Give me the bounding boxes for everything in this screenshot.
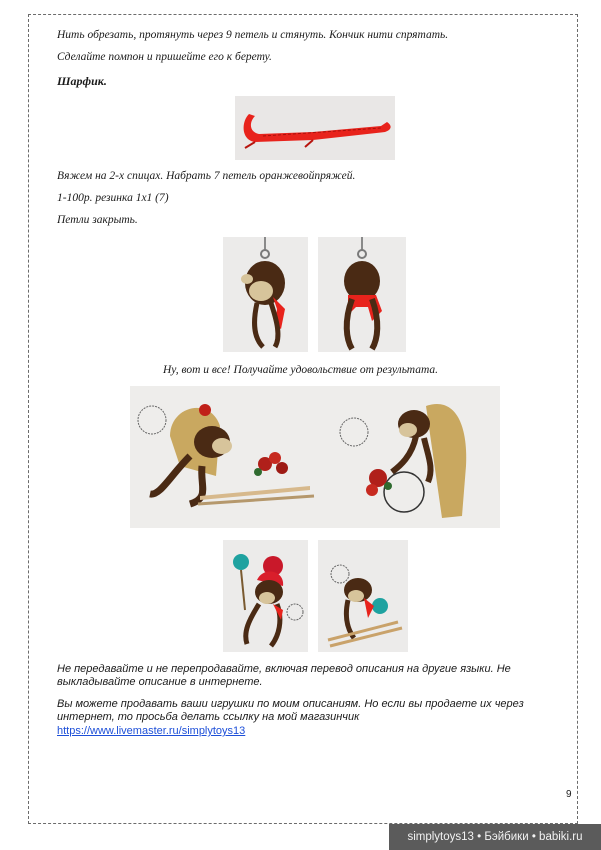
text-line-bind-off: Петли закрыть. [57, 214, 138, 226]
selling-notice [57, 698, 547, 724]
section-heading-scarf: Шарфик. [57, 74, 107, 88]
monkey-sled-photo [130, 386, 316, 528]
copyright-notice [57, 663, 547, 689]
scarf-photo [235, 96, 395, 160]
text-line-finish-hat: Нить обрезать, протянуть через 9 петель и стянуть. Кончик нити спрятать. [57, 29, 449, 41]
shop-link[interactable]: https://www.livemaster.ru/simplytoys13 [57, 725, 246, 737]
copyright-notice-line-1: Не передавайте и не перепродавайте, включая перевод описания на другие языки. Не [57, 663, 511, 675]
text-line-rib: 1-100р. резинка 1х1 (7) [57, 192, 169, 204]
monkey-bicycle-photo [316, 386, 500, 528]
text-line-cast-on: Вяжем на 2-х спицах. Набрать 7 петель оранжевойпряжей. [57, 170, 356, 182]
monkey-skis-photo [318, 540, 408, 652]
selling-notice-line-1: Вы можете продавать ваши игрушки по моим описаниям. Но если вы продаете их через [57, 698, 524, 710]
monkey-front-photo [223, 237, 308, 352]
monkey-hat-photo [223, 540, 308, 652]
monkey-back-photo [318, 237, 406, 352]
result-caption: Ну, вот и все! Получайте удовольствие от результата. [162, 364, 439, 376]
text-line-pompom: Сделайте помпон и пришейте его к берету. [57, 51, 272, 63]
site-watermark: simplytoys13 • Бэйбики • babiki.ru [389, 824, 601, 850]
page-number: 9 [566, 789, 572, 800]
selling-notice-line-2: интернет, то просьба делать ссылку на мой магазинчик [57, 711, 360, 723]
copyright-notice-line-2: выкладывайте описание в интернете. [57, 676, 263, 688]
